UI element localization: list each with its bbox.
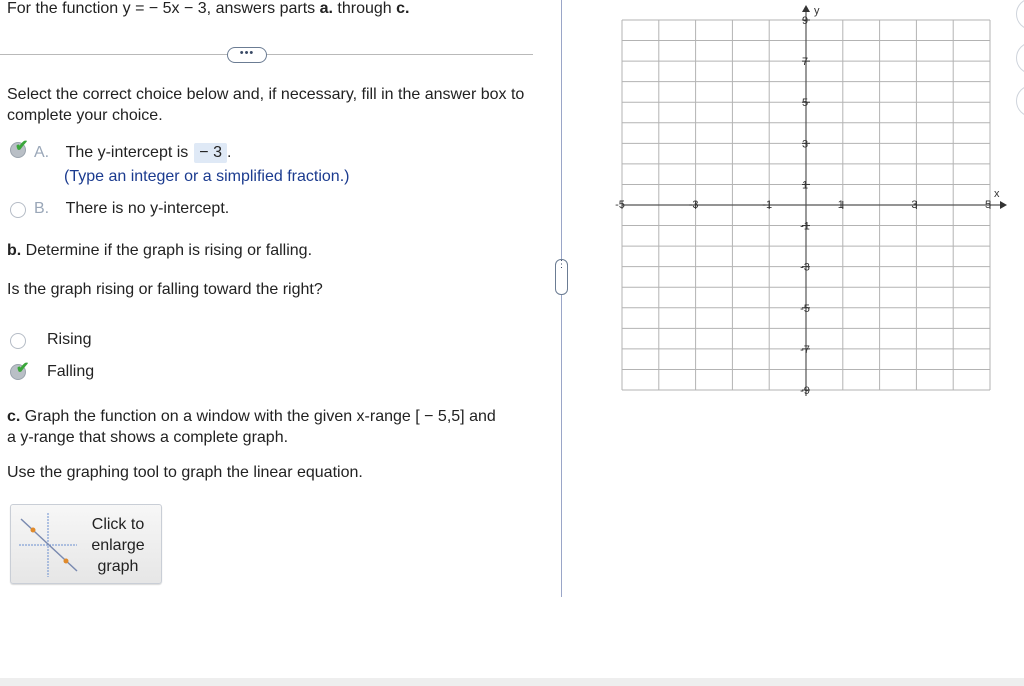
y-axis-label: y bbox=[814, 5, 820, 17]
problem-prefix: For the function y = bbox=[7, 0, 145, 17]
choice-b-letter: B. bbox=[34, 200, 50, 217]
graph-thumbnail-icon bbox=[11, 505, 81, 583]
choice-a-hint: (Type an integer or a simplified fraction.) bbox=[64, 168, 350, 185]
x-tick-label: -5 bbox=[615, 199, 625, 211]
part-c-text bbox=[7, 406, 547, 448]
instruction-text: Select the correct choice below and, if necessary, fill in the answer box to complete your choice. bbox=[7, 86, 525, 124]
checkmark-icon: ✔ bbox=[16, 360, 30, 377]
part-c-line2: a y-range that shows a complete graph. bbox=[7, 429, 289, 446]
part-c-line1: Graph the function on a window with the given x-range [ − 5,5] and bbox=[24, 408, 496, 425]
coordinate-graph[interactable] bbox=[600, 0, 1024, 420]
y-tick-label: 1 bbox=[801, 179, 809, 192]
part-b-title: Determine if the graph is rising or falling. bbox=[25, 242, 313, 259]
rising-radio[interactable] bbox=[10, 333, 26, 349]
y-tick-label: -9 bbox=[800, 385, 810, 397]
problem-part-a: a. bbox=[319, 0, 333, 17]
choice-a-row bbox=[34, 143, 231, 163]
choice-a-letter: A. bbox=[34, 144, 50, 161]
panel-divider bbox=[561, 0, 562, 597]
part-b-question: Is the graph rising or falling toward the right? bbox=[7, 281, 323, 298]
problem-statement bbox=[7, 0, 409, 18]
y-intercept-answer-box[interactable]: − 3 bbox=[194, 143, 227, 163]
falling-label[interactable]: Falling bbox=[47, 363, 95, 380]
y-axis-arrow-icon bbox=[802, 5, 810, 12]
y-tick-labels bbox=[800, 15, 810, 397]
choice-b-radio[interactable] bbox=[10, 202, 26, 218]
x-tick-label: 5 bbox=[984, 199, 992, 211]
y-tick-label: -1 bbox=[800, 220, 810, 233]
x-tick-label: -3 bbox=[688, 199, 699, 211]
enlarge-line-3: graph bbox=[97, 558, 139, 575]
problem-middle: answers parts bbox=[211, 0, 320, 17]
x-axis-arrow-icon bbox=[1000, 201, 1007, 209]
y-tick-label: -3 bbox=[800, 261, 810, 274]
graph-axes bbox=[622, 5, 1007, 396]
y-tick-label: 5 bbox=[801, 97, 809, 110]
more-options-button[interactable]: ••• bbox=[227, 47, 267, 63]
bottom-bar bbox=[0, 678, 1024, 686]
y-tick-label: 7 bbox=[801, 56, 809, 69]
y-tick-label: 9 bbox=[801, 15, 809, 27]
x-axis-label: x bbox=[994, 188, 1000, 200]
problem-through: through bbox=[332, 0, 397, 17]
problem-part-c: c. bbox=[396, 0, 410, 17]
y-tick-label: -5 bbox=[800, 302, 810, 315]
part-b-label: b. bbox=[7, 242, 22, 259]
x-tick-label: 3 bbox=[911, 199, 918, 211]
x-tick-label: 1 bbox=[837, 199, 844, 211]
enlarge-graph-label bbox=[83, 514, 153, 577]
y-tick-label: 3 bbox=[801, 138, 809, 151]
panel-resize-handle[interactable]: ⋮ bbox=[555, 259, 568, 295]
choice-a-text: The y-intercept is bbox=[65, 144, 189, 161]
part-b-heading bbox=[7, 242, 312, 260]
choice-b-row bbox=[34, 200, 229, 218]
rising-label[interactable]: Rising bbox=[47, 331, 92, 348]
problem-equation: − 5x − 3, bbox=[144, 0, 212, 17]
x-tick-label: -1 bbox=[762, 199, 773, 211]
choice-a-period: . bbox=[226, 144, 232, 161]
y-tick-label: -7 bbox=[800, 343, 810, 356]
checkmark-icon: ✔ bbox=[15, 138, 29, 155]
choice-b-text: There is no y-intercept. bbox=[65, 200, 230, 217]
enlarge-graph-button[interactable] bbox=[10, 504, 162, 584]
enlarge-line-2: enlarge bbox=[91, 537, 145, 554]
part-c-label: c. bbox=[7, 408, 21, 425]
enlarge-line-1: Click to bbox=[91, 516, 145, 533]
part-c-instruction: Use the graphing tool to graph the linear equation. bbox=[7, 464, 363, 481]
